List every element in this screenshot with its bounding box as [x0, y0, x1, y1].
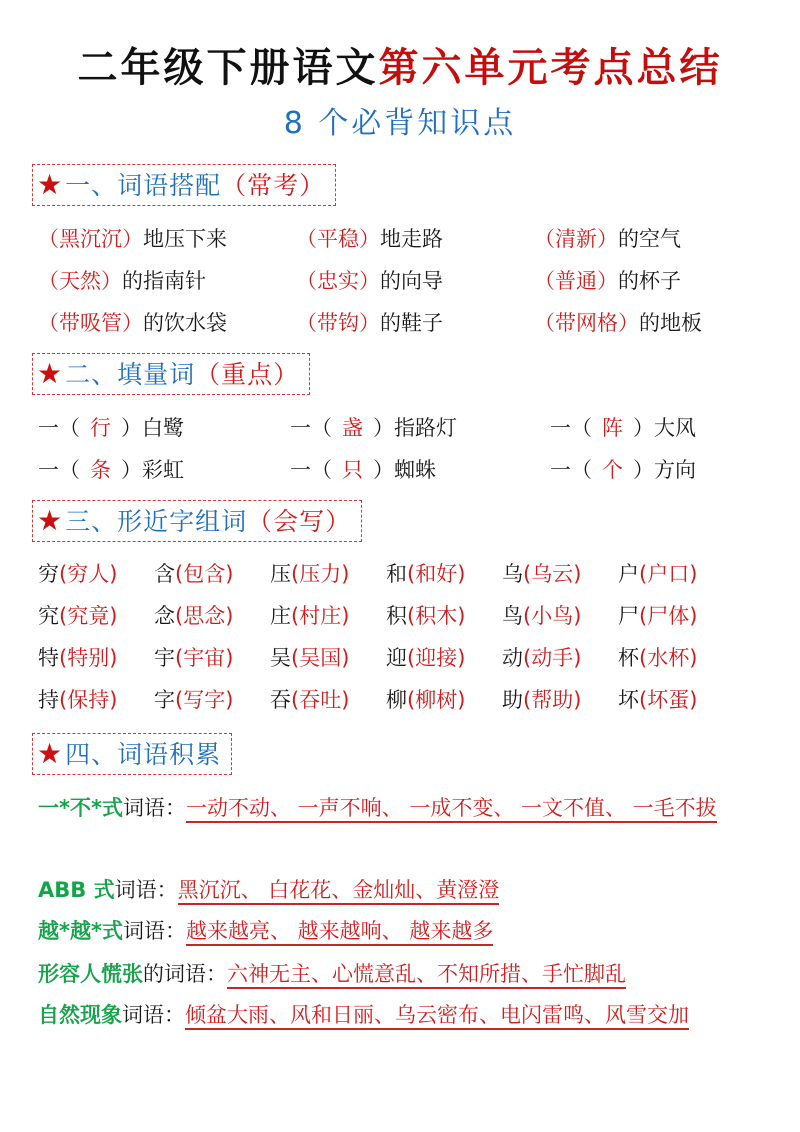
vocab-line-2: ABB 式词语：黑沉沉、 白花花、金灿灿、黄澄澄 [38, 870, 768, 911]
similar-char-item: 压(压力) [270, 562, 350, 586]
similar-char: 吴 [270, 646, 291, 670]
similar-char-item: 户(户口) [618, 562, 698, 586]
similar-char-item: 宇(宇宙) [154, 646, 234, 670]
collocation-row-3 [38, 307, 778, 339]
section-3-label: 三、形近字组词 [65, 507, 248, 536]
collocation-item: （黑沉沉）地压下来 [38, 227, 227, 251]
similar-char: 坏 [618, 688, 639, 712]
collocation-item: （带吸管）的饮水袋 [38, 311, 227, 335]
similar-char: 杯 [618, 646, 639, 670]
similar-char-item: 鸟(小鸟) [502, 604, 582, 628]
similar-char-word: 穷人 [67, 562, 110, 586]
measure-item: 一（ 个 ）方向 [550, 458, 696, 482]
similar-char-word: 究竟 [67, 604, 110, 628]
similar-char: 字 [154, 688, 175, 712]
similar-char-word: 户口 [647, 562, 690, 586]
similar-char-item: 坏(坏蛋) [618, 688, 698, 712]
similar-char-word: 保持 [67, 688, 110, 712]
similar-char: 尸 [618, 604, 639, 628]
star-icon: ★ [37, 504, 64, 537]
similar-chars-row [38, 642, 778, 674]
similar-char-word: 包含 [183, 562, 226, 586]
similar-char-item: 持(保持) [38, 688, 118, 712]
similar-char-word: 压力 [299, 562, 342, 586]
measure-item: 一（ 行 ）白鹭 [38, 416, 184, 440]
similar-char: 持 [38, 688, 59, 712]
similar-char-item: 柳(柳树) [386, 688, 466, 712]
similar-chars-row [38, 558, 778, 590]
collocation-item: （普通）的杯子 [534, 269, 681, 293]
similar-char: 柳 [386, 688, 407, 712]
collocation-item: （带钩）的鞋子 [296, 311, 443, 335]
section-2-header [32, 353, 310, 395]
similar-chars-row [38, 684, 778, 716]
vocab-line-3: 越*越*式词语：越来越亮、 越来越响、 越来越多 [38, 911, 768, 952]
similar-char-item: 特(特别) [38, 646, 118, 670]
similar-char: 户 [618, 562, 639, 586]
similar-char-item: 究(究竟) [38, 604, 118, 628]
vocab-line-1: 一*不*式词语：一动不动、 一声不响、 一成不变、 一文不值、 一毛不拔 [38, 788, 768, 829]
similar-char-word: 和好 [415, 562, 458, 586]
star-icon: ★ [37, 737, 64, 770]
similar-char-word: 柳树 [415, 688, 458, 712]
similar-char: 宇 [154, 646, 175, 670]
similar-char-item: 迎(迎接) [386, 646, 466, 670]
similar-char-word: 宇宙 [183, 646, 226, 670]
vocab-line-4: 形容人慌张的词语：六神无主、心慌意乱、不知所措、手忙脚乱 [38, 954, 768, 995]
section-4-header [32, 733, 232, 775]
measure-row-1 [38, 412, 778, 444]
similar-char-item: 动(动手) [502, 646, 582, 670]
similar-char: 念 [154, 604, 175, 628]
measure-item: 一（ 只 ）蜘蛛 [290, 458, 436, 482]
similar-char-item: 和(和好) [386, 562, 466, 586]
similar-char: 究 [38, 604, 59, 628]
similar-char-word: 乌云 [531, 562, 574, 586]
similar-char-item: 吴(吴国) [270, 646, 350, 670]
similar-char-word: 迎接 [415, 646, 458, 670]
similar-char: 压 [270, 562, 291, 586]
similar-char-word: 思念 [183, 604, 226, 628]
collocation-item: （天然）的指南针 [38, 269, 206, 293]
similar-chars-row [38, 600, 778, 632]
similar-char-word: 吴国 [299, 646, 342, 670]
section-2-tag: （重点） [195, 360, 300, 389]
similar-char-word: 吞吐 [299, 688, 342, 712]
similar-char: 吞 [270, 688, 291, 712]
similar-char-item: 助(帮助) [502, 688, 582, 712]
similar-char-item: 庄(村庄) [270, 604, 350, 628]
section-1-tag: （常考） [221, 171, 326, 200]
section-1-label: 一、词语搭配 [65, 171, 222, 200]
page-subtitle: 8 个必背知识点 [283, 106, 517, 141]
similar-char-word: 积木 [415, 604, 458, 628]
similar-char-item: 念(思念) [154, 604, 234, 628]
collocation-item: （清新）的空气 [534, 227, 681, 251]
similar-char-item: 积(积木) [386, 604, 466, 628]
similar-char: 迎 [386, 646, 407, 670]
similar-char: 鸟 [502, 604, 523, 628]
section-2-label: 二、填量词 [65, 360, 196, 389]
collocation-row-2 [38, 265, 778, 297]
section-3-tag: （会写） [247, 507, 352, 536]
page-title [0, 42, 800, 94]
collocation-item: （带网格）的地板 [534, 311, 702, 335]
similar-char-item: 字(写字) [154, 688, 234, 712]
page-title-red: 第六单元考点总结 [378, 45, 723, 91]
similar-char-item: 穷(穷人) [38, 562, 118, 586]
section-4-label: 四、词语积累 [65, 740, 222, 769]
page-title-black: 二年级下册语文 [77, 45, 379, 91]
collocation-item: （忠实）的向导 [296, 269, 443, 293]
similar-char-word: 动手 [531, 646, 574, 670]
star-icon: ★ [37, 168, 64, 201]
similar-char: 含 [154, 562, 175, 586]
similar-char-item: 含(包含) [154, 562, 234, 586]
section-1-header [32, 164, 336, 206]
star-icon: ★ [37, 357, 64, 390]
similar-char-word: 水杯 [647, 646, 690, 670]
similar-char-word: 帮助 [531, 688, 574, 712]
collocation-item: （平稳）地走路 [296, 227, 443, 251]
section-3-header [32, 500, 362, 542]
measure-item: 一（ 盏 ）指路灯 [290, 416, 457, 440]
similar-char: 乌 [502, 562, 523, 586]
measure-row-2 [38, 454, 778, 486]
similar-char-item: 吞(吞吐) [270, 688, 350, 712]
similar-char-word: 写字 [183, 688, 226, 712]
similar-char-item: 乌(乌云) [502, 562, 582, 586]
similar-char: 积 [386, 604, 407, 628]
measure-item: 一（ 阵 ）大风 [550, 416, 696, 440]
measure-item: 一（ 条 ）彩虹 [38, 458, 184, 482]
similar-char: 和 [386, 562, 407, 586]
similar-char: 特 [38, 646, 59, 670]
vocab-line-5: 自然现象词语：倾盆大雨、风和日丽、乌云密布、电闪雷鸣、风雪交加 [38, 995, 768, 1036]
similar-char-word: 村庄 [299, 604, 342, 628]
similar-char: 助 [502, 688, 523, 712]
similar-char-word: 特别 [67, 646, 110, 670]
similar-char-word: 坏蛋 [647, 688, 690, 712]
similar-char: 动 [502, 646, 523, 670]
similar-char-item: 杯(水杯) [618, 646, 698, 670]
similar-char-item: 尸(尸体) [618, 604, 698, 628]
similar-char: 穷 [38, 562, 59, 586]
similar-char-word: 小鸟 [531, 604, 574, 628]
similar-char: 庄 [270, 604, 291, 628]
similar-char-word: 尸体 [647, 604, 690, 628]
collocation-row-1 [38, 223, 778, 255]
